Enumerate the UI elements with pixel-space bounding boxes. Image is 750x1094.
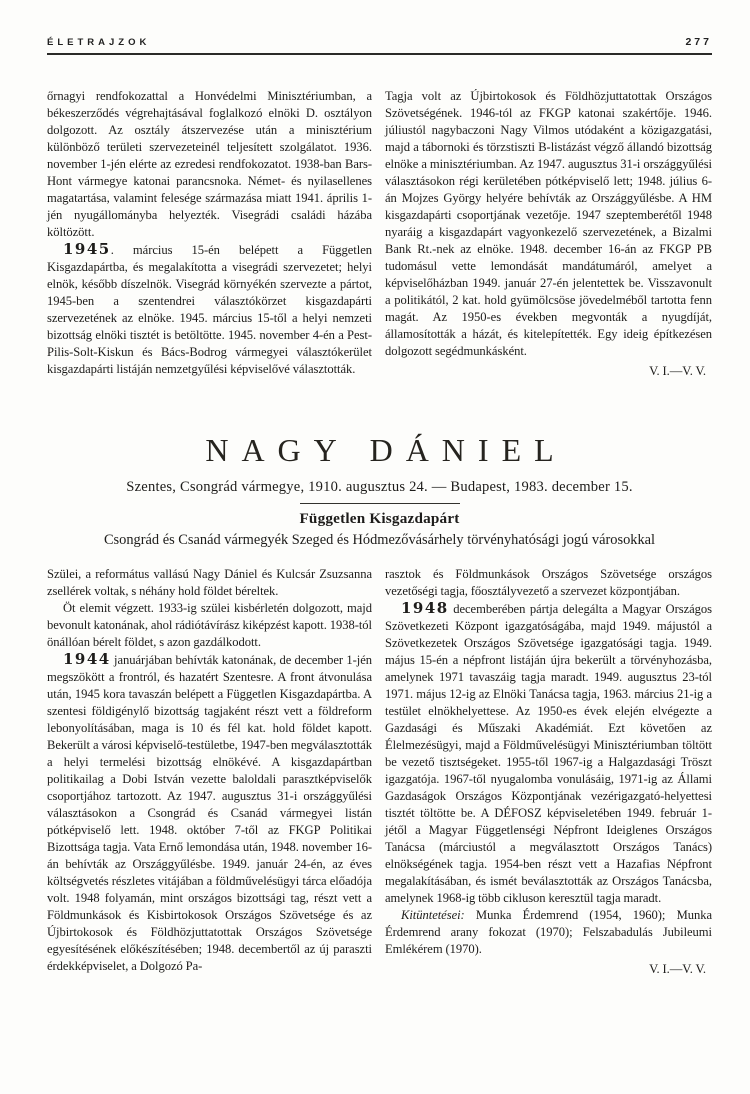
bottom-left-column	[47, 566, 372, 978]
birth-death-dates: Szentes, Csongrád vármegye, 1910. augusztus 24. — Budapest, 1983. december 15.	[126, 479, 633, 495]
biography-title: NAGY DÁNIEL	[205, 432, 567, 468]
paragraph	[47, 651, 372, 975]
constituency: Csongrád és Csanád vármegyék Szeged és Hódmezővásárhely törvényhatósági jogú városokkal	[103, 532, 656, 548]
paragraph: Tagja volt az Újbirtokosok és Földhözjuttatottak Országos Szövetségének. 1946-tól az FKGP katonai szakértője. 1946. júliustól nagybaczoni Nagy Vilmos utódaként a közigazgatási, majd a tábornoki és törzstiszti B-listázást végző állandó bizottság elnöke a minisztériumban. Az 1947. augusztus 31-i országgyűlési választásokon régi kerületében pótképviselő lett; 1948. július 6-án Mojzes György helyére behívták az Országgyűlésbe. A HM kisgazdapárti csoportjának vezetője. 1947 szeptemberétől 1948 nyaráig a kisgazdapárt vagyonkezelő szervezetének, a Bizalmi Bank Rt.-nek az elnöke. 1948. december 16-án az FKGP PB tudomásul vette lemondását mandátumáról, amelyet a képviselőházban 1949. január 27-én jelentettek be. Visszavonult a politikától, 2 kat. hold gyümölcsöse jövedelméből tartotta fenn magát. Az 1950-es években megvonták a nyugdíját, államosították a házát, és kitelepítették. Egy ideig építkezésen dolgozott segédmunkásként.	[385, 89, 712, 358]
paragraph	[47, 241, 372, 378]
heading-divider-rule	[300, 503, 460, 504]
year-lead-1948: 1948	[401, 599, 449, 617]
section-title: ÉLETRAJZOK	[47, 37, 151, 48]
year-lead-1945: 1945	[63, 240, 111, 258]
paragraph: őrnagyi rendfokozattal a Honvédelmi Minisztériumban, a békeszerződés végrehajtásával foglalkozó elnöki D. osztályon dolgozott. Az osztály átszervezése után a minisztérium különböző területi szervezeteinél teljesített szolgálatot. 1936. november 1-jén elérte az ezredesi rendfokozatot. 1938-ban Bars-Hont vármegye katonai parancsnoka. Német- és nyilasellenes magatartása, valamint felesége származása miatt 1941. április 1-jén nyugállományba helyezték. Visegrádi családi házába költözött.	[47, 89, 372, 239]
paragraph: Szülei, a református vallású Nagy Dániel és Kulcsár Zsuzsanna zsellérek voltak, s néhány hold földet béreltek.	[47, 567, 372, 598]
awards-text: Munka Érdemrend (1954, 1960); Munka Érdemrend arany fokozat (1970); Felszabadulás Jubileumi Emlékérem (1970).	[385, 908, 712, 956]
previous-biography-continuation	[47, 88, 712, 380]
party-name: Független Kisgazdapárt	[299, 510, 460, 527]
author-initials: V. I.—V. V.	[649, 962, 706, 976]
awards-label: Kitüntetései:	[401, 908, 465, 922]
running-header	[47, 36, 712, 48]
biography-body	[47, 566, 712, 978]
biography-header	[47, 432, 712, 549]
paragraph	[385, 600, 712, 907]
top-right-column	[385, 88, 712, 380]
paragraph-text: decemberében pártja delegálta a Magyar Országos Szövetkezeti Központ igazgatóságába, majd 1949. májustól a Szövetkezetek Országos Szövetsége igazgatósági tagja. 1949. május 15-én a népfront listáján újra bekerült a törvényhozásba, amelynek 1971 tavaszáig tagja maradt. 1949. augusztus 23-tól 1971. május 12-ig az Elnöki Tanácsa tagja, 1963. március 21-ig a testület elnökhelyettese. Az 1950-es évek elején elvégezte a Gazdasági és Műszaki Akadémiát. Ezt követően az Élelmezésügyi, majd a Földművelésügyi Minisztériumban töltött be vezető tisztségeket. 1955-től 1967-ig a Halgazdasági Tröszt igazgatója. 1967-től nyugalomba vonulásáig, 1971-ig az Állami Gazdaságok Országos Központjának vezérigazgató-helyettesi tisztét töltötte be. A DÉFOSZ képviseletében 1949. február 1-jétől a Magyar Függetlenségi Népfront Ideiglenes Országos Tanácsa (márciustól a megválasztott Országos Tanács) elnökségének tagja. 1954-ben részt vett a Hazafias Népfront megalakításában, és ismét beválasztották az Országos Tanácsba, amelynek 1968-ig több cikluson keresztül tagja maradt.	[385, 602, 712, 905]
page-number: 277	[685, 36, 712, 48]
paragraph: rasztok és Földmunkások Országos Szövetsége országos vezetőségi tagja, főosztályvezető a szervezet központjában.	[385, 567, 712, 598]
paragraph: Öt elemit végzett. 1933-ig szülei kisbérletén dolgozott, majd bevonult katonának, ahol rádiótávírász kiképzést kapott. 1938-tól önállóan bérelt földet, s azon gazdálkodott.	[47, 601, 372, 649]
bottom-right-column	[385, 566, 712, 978]
paragraph-text: januárjában behívták katonának, de december 1-jén megszökött a frontról, és hazatért Szentesre. A front átvonulása után, 1945 kora tavaszán belépett a Független Kisgazdapártba. A szentesi földigénylő bizottság tagjaként részt vett a földreform lebonyolításában, maga is 10 és fél kat. hold földet kapott. Bekerült a városi képviselő-testületbe, 1947-ben megválasztották a helyi termelési bizottság elnökévé. A kisgazdapártban politikailag a Dobi István vezette baloldali parasztképviselők csoportjához tartozott. Az 1947. augusztus 31-i országgyűlési választásokon a Csongrád és Csanád vármegyei listán pótképviselő lett. 1948. október 7-től az FKGP Politikai Bizottsága tagja. Vata Ernő lemondása után, 1948. november 16-án behívták az Országgyűlésbe. 1949. január 24-én, az éves költségvetés részletes vitájában a földművelésügyi tárca előadója volt. 1948 folyamán, mint országos bizottsági tag, részt vett a Földmunkások és Kisbirtokosok Országos Szövetsége és az Újbirtokosok és Földhözjuttatottak Országos Szövetsége egyesítésének előkészítésében; 1948. decembertől az új paraszti érdekképviselet, a Dolgozó Pa-	[47, 653, 372, 973]
author-initials: V. I.—V. V.	[649, 364, 706, 378]
top-left-column	[47, 88, 372, 380]
year-lead-1944: 1944	[63, 650, 111, 668]
header-rule	[47, 53, 712, 55]
paragraph-text: . március 15-én belépett a Független Kisgazdapártba, és megalakította a visegrádi szervezetet; helyi elnök, később díszelnök. Visegrád környékén szervezte a pártot, 1945-ben a szentendrei választókörzet kisgazdapárti szervezetének az elnöke. 1945. március 15-től a helyi nemzeti bizottság elnöki tisztét is betöltötte. 1945. november 4-én a Pest-Pilis-Solt-Kiskun és Bács-Bodrog vármegyei választókerület kisgazdapárti listáján nemzetgyűlési képviselővé választották.	[47, 243, 372, 376]
awards-paragraph	[385, 907, 712, 958]
